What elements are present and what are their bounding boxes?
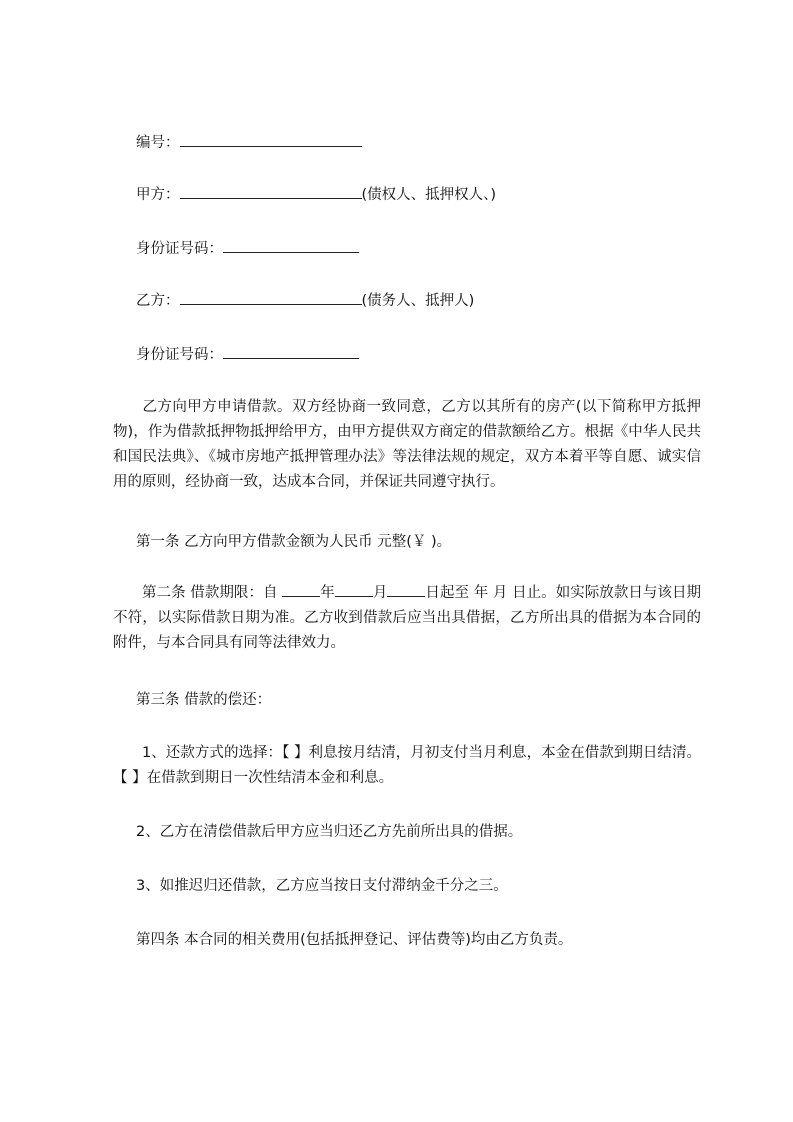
year-label: 年 (320, 585, 335, 601)
party-a-id-blank[interactable] (223, 238, 359, 253)
party-a-role: (债权人、抵押权人、) (361, 187, 497, 203)
article-3-item-1 (113, 741, 701, 791)
preamble-paragraph (113, 395, 701, 495)
article-2 (113, 581, 701, 656)
party-b-blank[interactable] (180, 290, 362, 305)
article-4: 第四条 本合同的相关费用(包括抵押登记、评估费等)均由乙方负责。 (136, 932, 573, 948)
party-b-label: 乙方： (136, 293, 180, 309)
month-label: 月 (372, 585, 388, 601)
start-day-blank[interactable] (387, 582, 425, 597)
article-3-item-2: 2、乙方在清偿借款后甲方应当归还乙方先前所出具的借据。 (136, 824, 523, 840)
article-3-title: 第三条 借款的偿还： (136, 692, 272, 708)
party-a-blank[interactable] (180, 184, 362, 199)
party-b-id-blank[interactable] (223, 344, 359, 359)
preamble-text: 乙方向甲方申请借款。双方经协商一致同意，乙方以其所有的房产(以下简称甲方抵押物)，作为借款抵押物抵押给甲方，由甲方提供双方商定的借款额给乙方。根据《中华人民共和国民法典》、《城市房地产抵押管理办法》等法律法规的规定，双方本着平等自愿、诚实信用的原则，经协商一致，达成本合同，并保证共同遵守执行。 (113, 399, 701, 490)
party-a-field (136, 184, 496, 205)
party-b-id-field (136, 344, 359, 365)
article-3-item-3: 3、如推迟归还借款，乙方应当按日支付滞纳金千分之三。 (136, 878, 508, 894)
article-2-rest: 日起至 年 月 日止。如实际放款日与该日期不符，以实际借款日期为准。乙方收到借款后应当出具借据，乙方所出具的借据为本合同的附件，与本合同具有同等法律效力。 (113, 585, 702, 651)
party-b-field (136, 290, 474, 311)
party-b-role: (债务人、抵押人) (361, 293, 475, 309)
start-month-blank[interactable] (335, 582, 373, 597)
party-a-label: 甲方： (136, 187, 180, 203)
start-year-blank[interactable] (282, 582, 320, 597)
repayment-method-text: 1、还款方式的选择：【 】利息按月结清，月初支付当月利息，本金在借款到期日结清。【 】在借款到期日一次性结清本金和利息。 (113, 745, 701, 786)
party-b-id-label: 身份证号码： (136, 347, 223, 363)
article-1: 第一条 乙方向甲方借款金额为人民币 元整(￥ )。 (136, 534, 452, 550)
contract-number-label: 编号： (136, 135, 180, 151)
party-a-id-label: 身份证号码： (136, 241, 223, 257)
contract-number-field (136, 132, 362, 153)
contract-number-blank[interactable] (180, 132, 362, 147)
party-a-id-field (136, 238, 359, 259)
article-2-prefix: 第二条 借款期限：自 (142, 585, 283, 601)
